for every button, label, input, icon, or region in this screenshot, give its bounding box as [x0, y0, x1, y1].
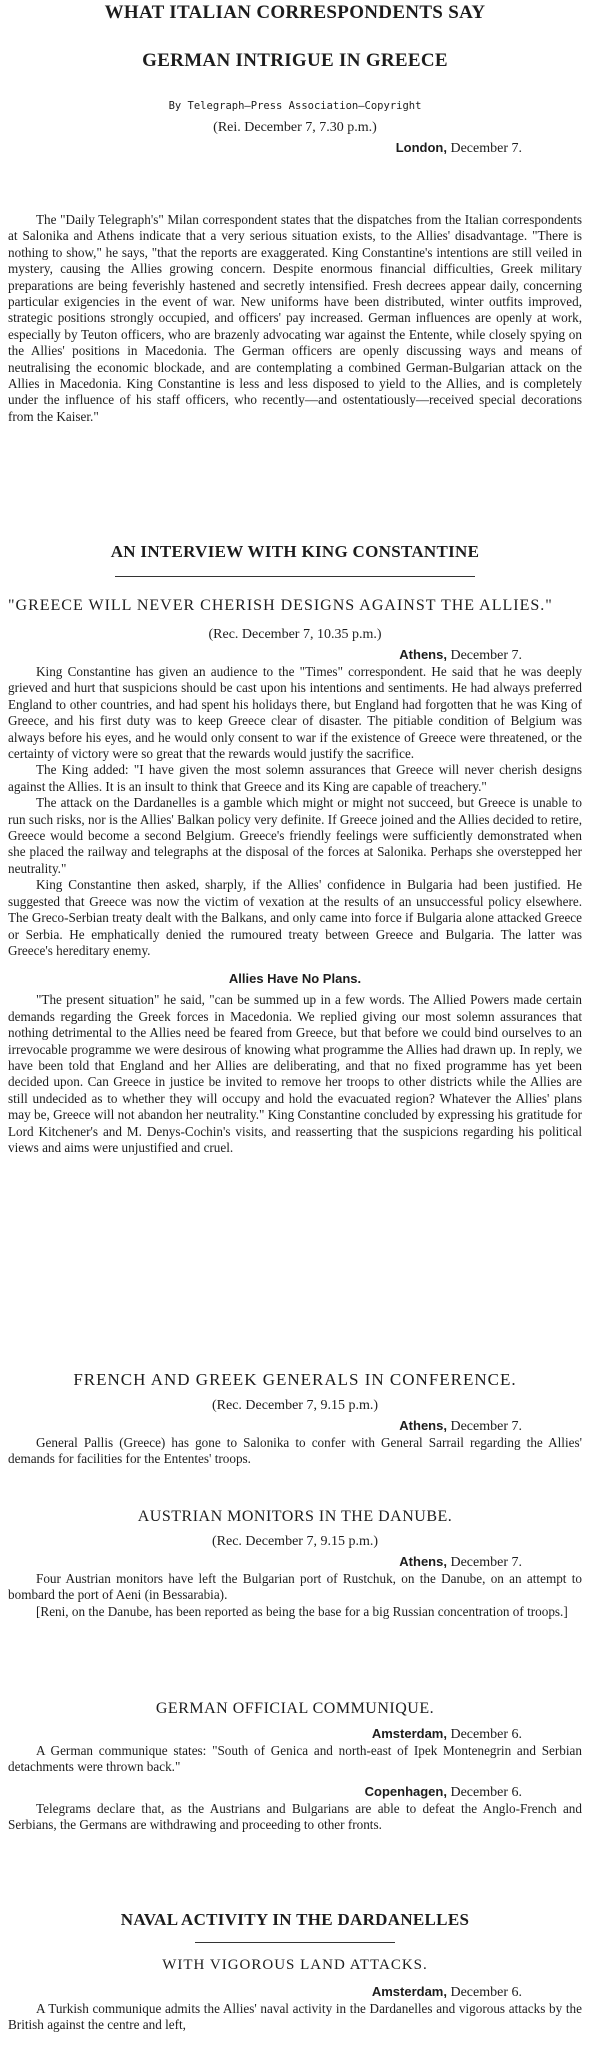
- dateline-place: Amsterdam,: [371, 1984, 447, 1999]
- received-line: (Rec. December 7, 9.15 p.m.): [212, 1398, 378, 1413]
- section-heading: AN INTERVIEW WITH KING CONSTANTINE: [110, 542, 480, 561]
- dateline-place: Athens,: [399, 1418, 447, 1433]
- dateline: [8, 647, 582, 664]
- dateline: [8, 140, 582, 157]
- dateline-date: December 7.: [450, 141, 522, 156]
- dateline: [8, 1554, 582, 1571]
- paragraph: General Pallis (Greece) has gone to Salonika to confer with General Sarrail regarding the Allies' demands for facilities for the Ententes' troops.: [8, 1435, 582, 1467]
- received-line: (Rei. December 7, 7.30 p.m.): [213, 120, 377, 135]
- divider: [195, 1942, 395, 1943]
- received-line: (Rec. December 7, 9.15 p.m.): [212, 1534, 378, 1549]
- dateline-date: December 7.: [450, 648, 522, 663]
- section-subheading: "GREECE WILL NEVER CHERISH DESIGNS AGAINST THE ALLIES.": [8, 597, 553, 614]
- divider: [115, 576, 475, 577]
- inline-subhead: Allies Have No Plans.: [228, 971, 362, 987]
- paragraph: A German communique states: "South of Genica and north-east of Ipek Montenegrin and Serbian detachments were thrown back.": [8, 1743, 582, 1775]
- section-heading: AUSTRIAN MONITORS IN THE DANUBE.: [137, 1508, 453, 1525]
- dateline-place: Copenhagen,: [364, 1783, 447, 1799]
- paragraph: The attack on the Dardanelles is a gamble which might or might not succeed, but Greece is unable to run such risks, nor is the Allies' Balkan policy very definite. If Greece joined and the Allies decided to retire, Greece would become a second Belgium. Greece's friendly feelings were sufficiently demonstrated when she placed the railway and telegraphs at the disposal of the forces at Salonika. Perhaps she overstepped her neutrality.": [8, 795, 582, 876]
- dateline-place: Amsterdam,: [371, 1726, 447, 1741]
- paragraph: Four Austrian monitors have left the Bulgarian port of Rustchuk, on the Danube, on an attempt to bombard the port of Aeni (in Bessarabia).: [8, 1571, 582, 1603]
- section-heading: FRENCH AND GREEK GENERALS IN CONFERENCE.: [73, 1370, 517, 1389]
- dateline-date: December 7.: [450, 1419, 522, 1434]
- section-heading: GERMAN OFFICIAL COMMUNIQUE.: [155, 1700, 435, 1717]
- section-subheading: WITH VIGOROUS LAND ATTACKS.: [162, 1957, 428, 1973]
- paragraph: "The present situation" he said, "can be summed up in a few words. The Allied Powers made certain demands regarding the Greek forces in Macedonia. We replied giving our most solemn assurances that nothing detrimental to the Allies need be feared from Greece, but that before we could bind ourselves to an irrevocable programme we were desirous of knowing what programme the Allies had drawn up. In reply, we have been told that England and her Allies are deliberating, and that no fixed programme has yet been decided upon. Can Greece in justice be invited to remove her troops to other districts while the Allies are still undecided as to whether they will occupy and hold the evacuated region? Whatever the Allies' plans may be, Greece will not abandon her neutrality." King Constantine concluded by expressing his gratitude for Lord Kitchener's and M. Denys-Cochin's visits, and reasserting that the suspicions regarding his political views and aims were unjustified and cruel.: [8, 992, 582, 1155]
- paragraph: The King added: "I have given the most solemn assurances that Greece will never cherish designs against the Allies. It is an insult to think that Greece and its King are capable of treachery.": [8, 762, 582, 794]
- section-heading: NAVAL ACTIVITY IN THE DARDANELLES: [120, 1910, 470, 1929]
- dateline: [8, 1418, 582, 1435]
- paragraph: A Turkish communique admits the Allies' naval activity in the Dardanelles and vigorous attacks by the British against the centre and left,: [8, 2001, 582, 2033]
- dateline: [8, 1784, 582, 1801]
- article-body: The "Daily Telegraph's" Milan correspondent states that the dispatches from the Italian correspondents at Salonika and Athens indicate that a very serious situation exists, to the Allies' disadvantage. "There is nothing to show," he says, "that the reports are exaggerated. King Constantine's intentions are still veiled in mystery, causing the Allies growing concern. Despite enormous financial difficulties, Greek military preparations are being feverishly hastened and secretly intensified. Fresh decrees appear daily, concerning particular exigencies in the event of war. New uniforms have been distributed, winter outfits improved, strategic positions strongly occupied, and officers' pay increased. German influences are openly at work, especially by Teuton officers, who are brazenly advocating war against the Entente, while closely spying on the Allies' positions in Macedonia. The German officers are openly discussing ways and means of neutralising the economic blockade, and are contemplating a combined German-Bulgarian attack on the Allies in Macedonia. King Constantine is less and less disposed to yield to the Allies, and is completely under the influence of his staff officers, who recently—and ostentatiously—received special decorations from the Kaiser.": [8, 212, 582, 424]
- byline: By Telegraph—Press Association—Copyright: [168, 100, 422, 112]
- dateline-date: December 6.: [450, 1985, 522, 2000]
- editor-note: [Reni, on the Danube, has been reported as being the base for a big Russian concentration of troops.]: [36, 1603, 568, 1619]
- received-line: (Rec. December 7, 10.35 p.m.): [208, 627, 382, 642]
- dateline-place: Athens,: [399, 1554, 447, 1569]
- paragraph: King Constantine then asked, sharply, if the Allies' confidence in Bulgaria had been justified. He suggested that Greece was now the victim of vexation at the results of an unsuccessful policy elsewhere. The Greco-Serbian treaty dealt with the Balkans, and only came into force if Bulgaria alone attacked Greece or Serbia. He emphatically denied the rumoured treaty between Greece and Bulgaria. The latter was Greece's hereditary enemy.: [8, 877, 582, 958]
- dateline: [8, 1984, 582, 2001]
- subheadline: GERMAN INTRIGUE IN GREECE: [142, 50, 448, 71]
- dateline-place: London,: [395, 140, 447, 155]
- dateline: [8, 1726, 582, 1743]
- dateline-date: December 6.: [450, 1727, 522, 1742]
- dateline-date: December 6.: [450, 1784, 522, 1800]
- dateline-place: Athens,: [399, 647, 447, 662]
- dateline-date: December 7.: [450, 1555, 522, 1570]
- headline: WHAT ITALIAN CORRESPONDENTS SAY: [104, 2, 486, 23]
- paragraph: Telegrams declare that, as the Austrians and Bulgarians are able to defeat the Anglo-French and Serbians, the Germans are withdrawing and proceeding to other fronts.: [8, 1800, 582, 1833]
- paragraph: King Constantine has given an audience to the "Times" correspondent. He said that he was deeply grieved and hurt that suspicions should be cast upon his intentions and sentiments. He had always preferred England to other countries, and had spent his holidays there, but England had forgotten that he was King of Greece, and his first duty was to keep Greece clear of disaster. The pitiable condition of Belgium was always before his eyes, and he would only consent to war if the existence of Greece were threatened, or the certainty of victory were so great that the rewards would justify the sacrifice.: [8, 664, 582, 762]
